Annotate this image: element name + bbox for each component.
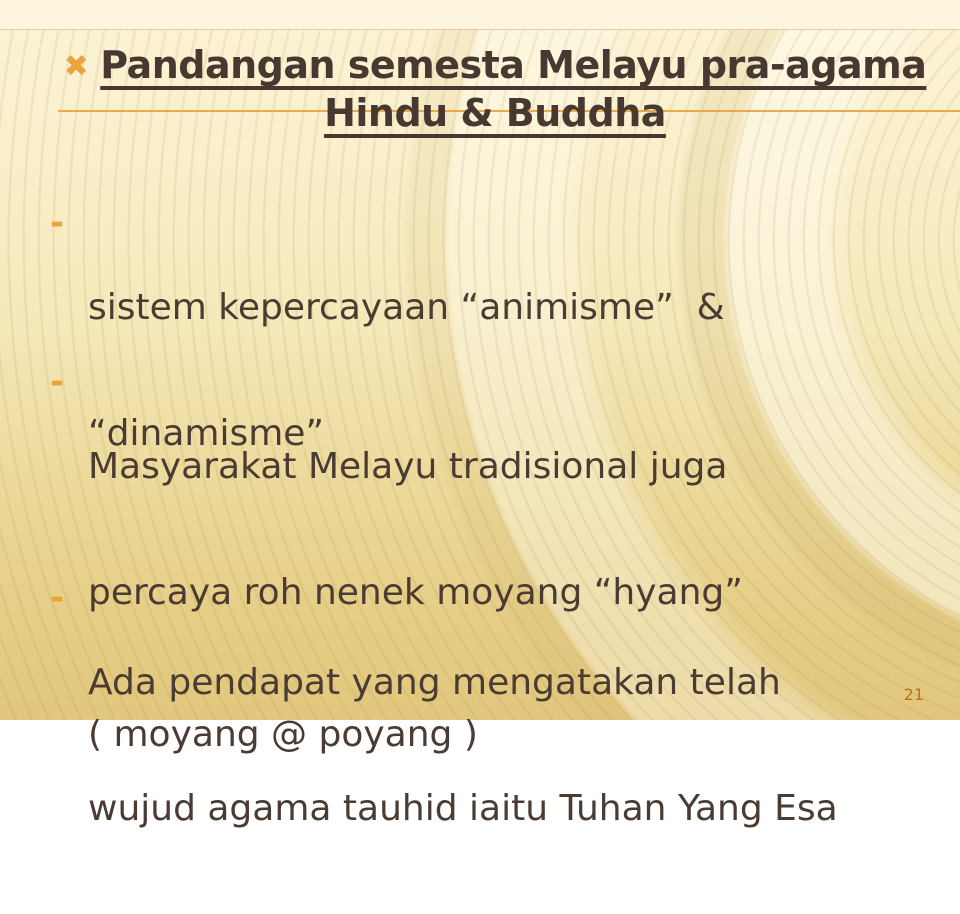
title-line-1-text: Pandangan semesta Melayu pra-agama bbox=[100, 43, 927, 87]
bullet-3-line-2: wujud agama tauhid iaitu Tuhan Yang Esa bbox=[88, 788, 838, 829]
title-line-1 bbox=[55, 42, 935, 90]
bullet-3-text bbox=[88, 578, 838, 914]
slide-page-number: 21 bbox=[903, 685, 924, 704]
x-bullet-icon: ✖ bbox=[63, 49, 89, 84]
dash-bullet-icon: - bbox=[50, 362, 65, 402]
title-line-2 bbox=[55, 90, 935, 136]
bullet-3-line-1: Ada pendapat yang mengatakan telah bbox=[88, 662, 781, 703]
bullet-item-3 bbox=[50, 578, 838, 914]
bullet-2-line-2: percaya roh nenek moyang “hyang” bbox=[88, 572, 743, 613]
dash-bullet-icon: - bbox=[50, 578, 65, 618]
bullet-1-line-1: sistem kepercayaan “animisme” & bbox=[88, 287, 725, 328]
top-band-decoration bbox=[0, 0, 960, 30]
title-line-2-text: Hindu & Buddha bbox=[324, 91, 666, 135]
bullet-2-line-3: ( moyang @ poyang ) bbox=[88, 714, 478, 755]
slide-title bbox=[55, 42, 935, 136]
dash-bullet-icon: - bbox=[50, 203, 65, 243]
bullet-1-line-2: “dinamisme” bbox=[88, 413, 325, 454]
bullet-2-line-1: Masyarakat Melayu tradisional juga bbox=[88, 446, 728, 487]
